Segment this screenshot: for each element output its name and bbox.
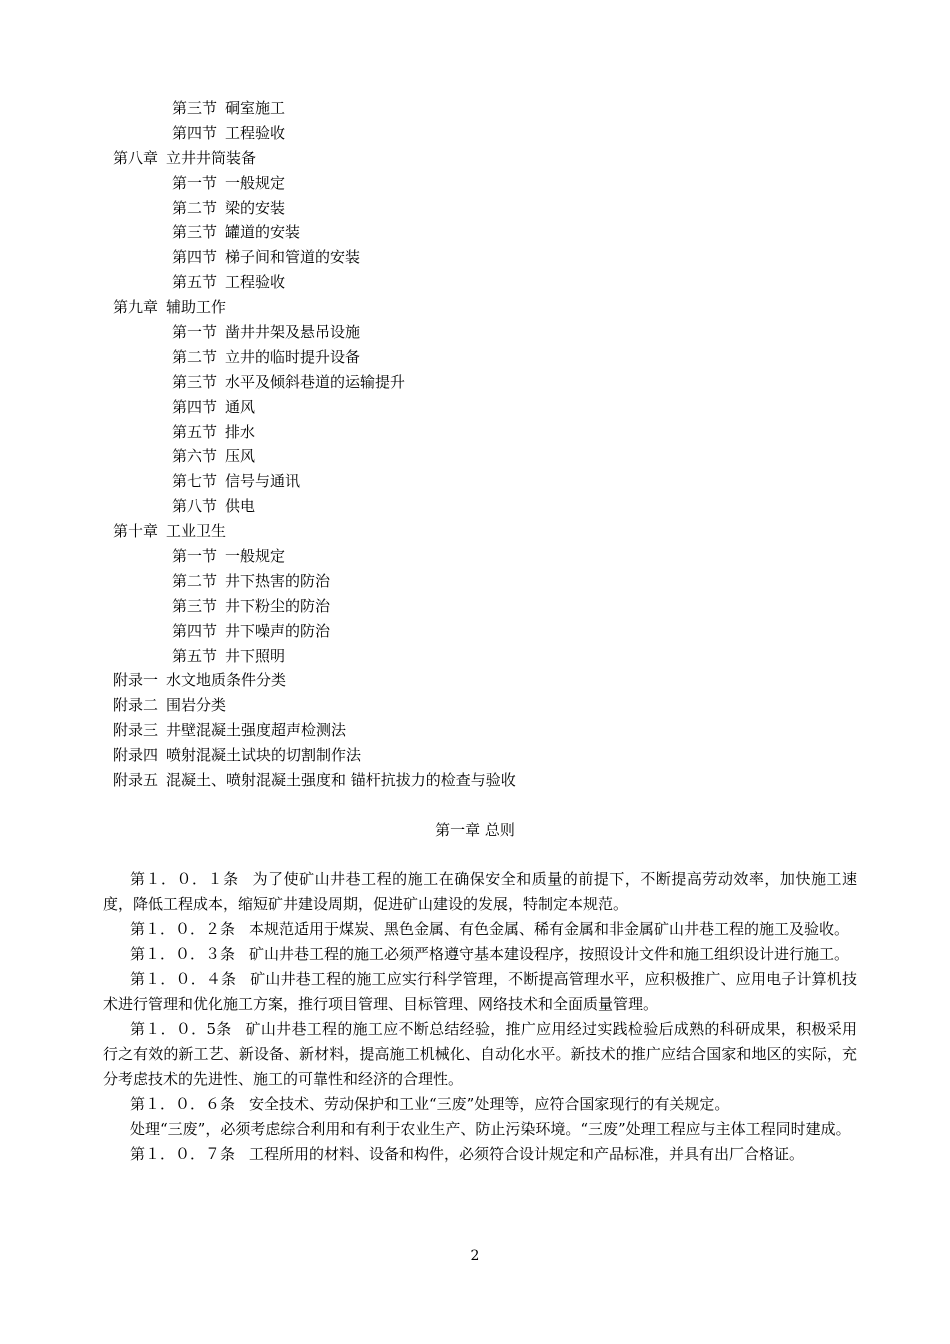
clause-text: 矿山井巷工程的施工应实行科学管理，不断提高管理水平，应积极推广、应用电子计算机技术进行管理和优化施工方案，推行项目管理、目标管理、网络技术和全面质量管理。 bbox=[103, 970, 857, 1013]
toc-title: 工程验收 bbox=[225, 273, 286, 292]
clause-text: 安全技术、劳动保护和工业“三废”处理等，应符合国家现行的有关规定。 bbox=[249, 1095, 730, 1113]
toc-title: 罐道的安装 bbox=[225, 223, 301, 242]
toc-appendix-line bbox=[0, 668, 950, 693]
clause-paragraph bbox=[103, 967, 857, 1017]
toc-title: 硐室施工 bbox=[225, 99, 286, 117]
toc-section-line bbox=[0, 320, 950, 345]
toc-number: 第五节 bbox=[172, 273, 218, 292]
toc-section-line bbox=[0, 171, 950, 196]
toc-section-line bbox=[0, 345, 950, 370]
clause-text: 本规范适用于煤炭、黑色金属、有色金属、稀有金属和非金属矿山井巷工程的施工及验收。 bbox=[249, 920, 850, 938]
toc-number: 附录五 bbox=[113, 771, 159, 790]
clause-number: 第１．０．３条 bbox=[130, 945, 236, 963]
toc-title: 喷射混凝土试块的切割制作法 bbox=[166, 746, 362, 765]
toc-section-line bbox=[0, 644, 950, 669]
toc-chapter-line bbox=[0, 146, 950, 171]
toc-appendix-line bbox=[0, 743, 950, 768]
toc-section-line bbox=[0, 594, 950, 619]
chapter-heading: 第一章 总则 bbox=[435, 821, 515, 839]
toc-number: 第八章 bbox=[113, 148, 159, 167]
toc-number: 第三节 bbox=[172, 372, 218, 391]
toc-number: 第四节 bbox=[172, 397, 218, 416]
toc-title: 水文地质条件分类 bbox=[166, 671, 287, 690]
toc-section-line bbox=[0, 96, 950, 121]
toc-appendix-line bbox=[0, 718, 950, 743]
toc-number: 第二节 bbox=[172, 198, 218, 217]
toc-number: 第一节 bbox=[172, 547, 218, 566]
toc-title: 水平及倾斜巷道的运输提升 bbox=[225, 372, 406, 391]
toc-title: 凿井井架及悬吊设施 bbox=[225, 323, 361, 342]
chapter-body bbox=[103, 867, 857, 1167]
toc-number: 附录四 bbox=[113, 746, 159, 765]
toc-section-line bbox=[0, 444, 950, 469]
toc-title: 工程验收 bbox=[225, 123, 286, 142]
toc-section-line bbox=[0, 469, 950, 494]
toc-number: 第四节 bbox=[172, 123, 218, 142]
toc-title: 井下噪声的防治 bbox=[225, 621, 331, 640]
toc-number: 第五节 bbox=[172, 646, 218, 665]
toc-number: 第十章 bbox=[113, 522, 159, 541]
toc-section-line bbox=[0, 494, 950, 519]
toc-title: 梯子间和管道的安装 bbox=[225, 248, 361, 267]
toc-title: 围岩分类 bbox=[166, 696, 227, 715]
table-of-contents bbox=[0, 96, 950, 793]
toc-title: 排水 bbox=[225, 422, 256, 441]
toc-title: 井下粉尘的防治 bbox=[225, 596, 331, 615]
clause-paragraph bbox=[103, 1017, 857, 1092]
clause-number: 第１．０．７条 bbox=[130, 1145, 236, 1163]
page-number: 2 bbox=[470, 1248, 480, 1264]
toc-number: 第三节 bbox=[172, 99, 218, 117]
clause-paragraph bbox=[103, 917, 857, 942]
toc-section-line bbox=[0, 196, 950, 221]
clause-number: 第１．０．２条 bbox=[130, 920, 236, 938]
toc-title: 供电 bbox=[225, 497, 256, 516]
toc-title: 压风 bbox=[225, 447, 256, 466]
clause-text: 处理“三废”，必须考虑综合利用和有利于农业生产、防止污染环境。“三废”处理工程应与主体工程同时建成。 bbox=[130, 1120, 851, 1138]
toc-title: 混凝土、喷射混凝土强度和 锚杆抗拔力的检查与验收 bbox=[166, 771, 516, 790]
toc-number: 第一节 bbox=[172, 323, 218, 342]
toc-title: 立井井筒装备 bbox=[166, 148, 257, 167]
clause-text: 矿山井巷工程的施工必须严格遵守基本建设程序，按照设计文件和施工组织设计进行施工。 bbox=[249, 945, 850, 963]
clause-number: 第１．０．１条 bbox=[130, 870, 239, 888]
toc-section-line bbox=[0, 420, 950, 445]
toc-title: 井下热害的防治 bbox=[225, 571, 331, 590]
toc-section-line bbox=[0, 395, 950, 420]
clause-paragraph bbox=[103, 1142, 857, 1167]
toc-appendix-line bbox=[0, 693, 950, 718]
toc-title: 井下照明 bbox=[225, 646, 286, 665]
clause-text: 矿山井巷工程的施工应不断总结经验，推广应用经过实践检验后成熟的科研成果，积极采用行之有效的新工艺、新设备、新材料，提高施工机械化、自动化水平。新技术的推广应结合国家和地区的实际，充分考虑技术的先进性、施工的可靠性和经济的合理性。 bbox=[103, 1020, 857, 1088]
toc-section-line bbox=[0, 220, 950, 245]
toc-section-line bbox=[0, 544, 950, 569]
toc-title: 立井的临时提升设备 bbox=[225, 347, 361, 366]
toc-number: 第二节 bbox=[172, 571, 218, 590]
clause-number: 第１．０．４条 bbox=[130, 970, 237, 988]
toc-title: 信号与通讯 bbox=[225, 472, 301, 491]
clause-text: 工程所用的材料、设备和构件，必须符合设计规定和产品标准，并具有出厂合格证。 bbox=[249, 1145, 805, 1163]
toc-number: 第九章 bbox=[113, 298, 159, 317]
toc-section-line bbox=[0, 569, 950, 594]
toc-section-line bbox=[0, 270, 950, 295]
toc-title: 梁的安装 bbox=[225, 198, 286, 217]
clause-number: 第１．０．６条 bbox=[130, 1095, 236, 1113]
toc-number: 第三节 bbox=[172, 596, 218, 615]
toc-number: 第四节 bbox=[172, 621, 218, 640]
clause-text: 为了使矿山井巷工程的施工在确保安全和质量的前提下，不断提高劳动效率，加快施工速度，降低工程成本，缩短矿井建设周期，促进矿山建设的发展，特制定本规范。 bbox=[103, 870, 857, 913]
clause-paragraph bbox=[103, 867, 857, 917]
toc-title: 一般规定 bbox=[225, 547, 286, 566]
clause-paragraph bbox=[103, 1092, 857, 1117]
toc-section-line bbox=[0, 121, 950, 146]
toc-section-line bbox=[0, 370, 950, 395]
toc-section-line bbox=[0, 245, 950, 270]
toc-title: 工业卫生 bbox=[166, 522, 227, 541]
toc-chapter-line bbox=[0, 519, 950, 544]
toc-number: 第六节 bbox=[172, 447, 218, 466]
toc-number: 第五节 bbox=[172, 422, 218, 441]
toc-title: 通风 bbox=[225, 397, 256, 416]
toc-number: 第七节 bbox=[172, 472, 218, 491]
toc-title: 一般规定 bbox=[225, 173, 286, 192]
clause-paragraph bbox=[103, 1117, 857, 1142]
toc-title: 井壁混凝土强度超声检测法 bbox=[166, 721, 347, 740]
toc-number: 第一节 bbox=[172, 173, 218, 192]
toc-appendix-line bbox=[0, 768, 950, 793]
clause-paragraph bbox=[103, 942, 857, 967]
toc-section-line bbox=[0, 619, 950, 644]
toc-number: 第二节 bbox=[172, 347, 218, 366]
toc-chapter-line bbox=[0, 295, 950, 320]
clause-number: 第１．０．5条 bbox=[130, 1020, 232, 1038]
toc-number: 第四节 bbox=[172, 248, 218, 267]
toc-number: 附录二 bbox=[113, 696, 159, 715]
toc-number: 第三节 bbox=[172, 223, 218, 242]
toc-number: 附录三 bbox=[113, 721, 159, 740]
toc-title: 辅助工作 bbox=[166, 298, 227, 317]
toc-number: 附录一 bbox=[113, 671, 159, 690]
toc-number: 第八节 bbox=[172, 497, 218, 516]
